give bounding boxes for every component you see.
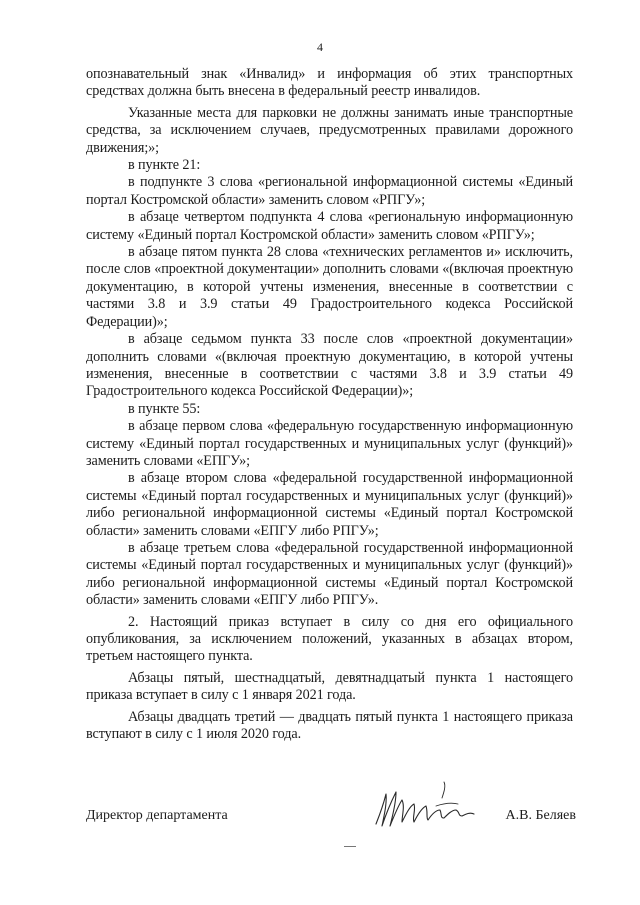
page-number: 4 — [317, 40, 323, 54]
paragraph: в абзаце третьем слова «федеральной государственной информационной системы «Единый портал государственных и муниципальных услуг (функций)» либо региональной информационной системы «Единый портал Костромской области» заменить словами «ЕПГУ либо РПГУ». — [86, 539, 573, 609]
paragraph: в подпункте 3 слова «региональной информационной системы «Единый портал Костромской области» заменить словом «РПГУ»; — [86, 174, 573, 208]
paragraph: опознавательный знак «Инвалид» и информация об этих транспортных средствах должна быть внесена в федеральный реестр инвалидов. — [86, 66, 573, 100]
signature-block — [86, 800, 576, 860]
paragraph: в абзаце первом слова «федеральную государственную информационную систему «Единый портал государственных и муниципальных услуг (функций)» заменить словами «ЕПГУ»; — [86, 418, 573, 469]
paragraph: в абзаце четвертом подпункта 4 слова «региональную информационную систему «Единый портал Костромской области» заменить словом «РПГУ»; — [86, 209, 573, 243]
paragraph: в пункте 55: — [128, 400, 201, 417]
signatory-position: Директор департамента — [86, 808, 228, 823]
document-body — [86, 66, 573, 743]
paragraph: 2. Настоящий приказ вступает в силу со дня его официального опубликования, за исключением положений, указанных в абзацах втором, третьем настоящего пункта. — [86, 613, 573, 665]
paragraph: в абзаце втором слова «федеральной государственной информационной системы «Единый портал государственных и муниципальных услуг (функций)» либо региональной информационной системы «Единый портал Костромской области» заменить словами «ЕПГУ либо РПГУ»; — [86, 470, 573, 539]
scan-artifact — [344, 846, 356, 847]
handwritten-signature — [372, 780, 490, 838]
paragraph: в абзаце пятом пункта 28 слова «технических регламентов и» исключить, после слов «проектной документации» дополнить словами «(включая проектную документацию, в которой учтены изменения, внесенные в соответствии с частями 3.8 и 3.9 статьи 49 Градостроительного кодекса Российской Федерации)»; — [86, 244, 573, 330]
paragraph: Указанные места для парковки не должны занимать иные транспортные средства, за исключением случаев, предусмотренных правилами дорожного движения;»; — [86, 104, 573, 156]
paragraph: Абзацы двадцать третий — двадцать пятый пункта 1 настоящего приказа вступают в силу с 1 июля 2020 года. — [86, 708, 573, 743]
signatory-name: А.В. Беляев — [505, 808, 576, 823]
paragraph: в абзаце седьмом пункта 33 после слов «проектной документации» дополнить словами «(включая проектную документацию, в которой учтены изменения, внесенные в соответствии с частями 3.8 и 3.9 статьи 49 Градостроительного кодекса Российской Федерации)»; — [86, 331, 573, 400]
paragraph: в пункте 21: — [128, 157, 201, 174]
paragraph: Абзацы пятый, шестнадцатый, девятнадцатый пункта 1 настоящего приказа вступает в силу с 1 января 2021 года. — [86, 669, 573, 704]
